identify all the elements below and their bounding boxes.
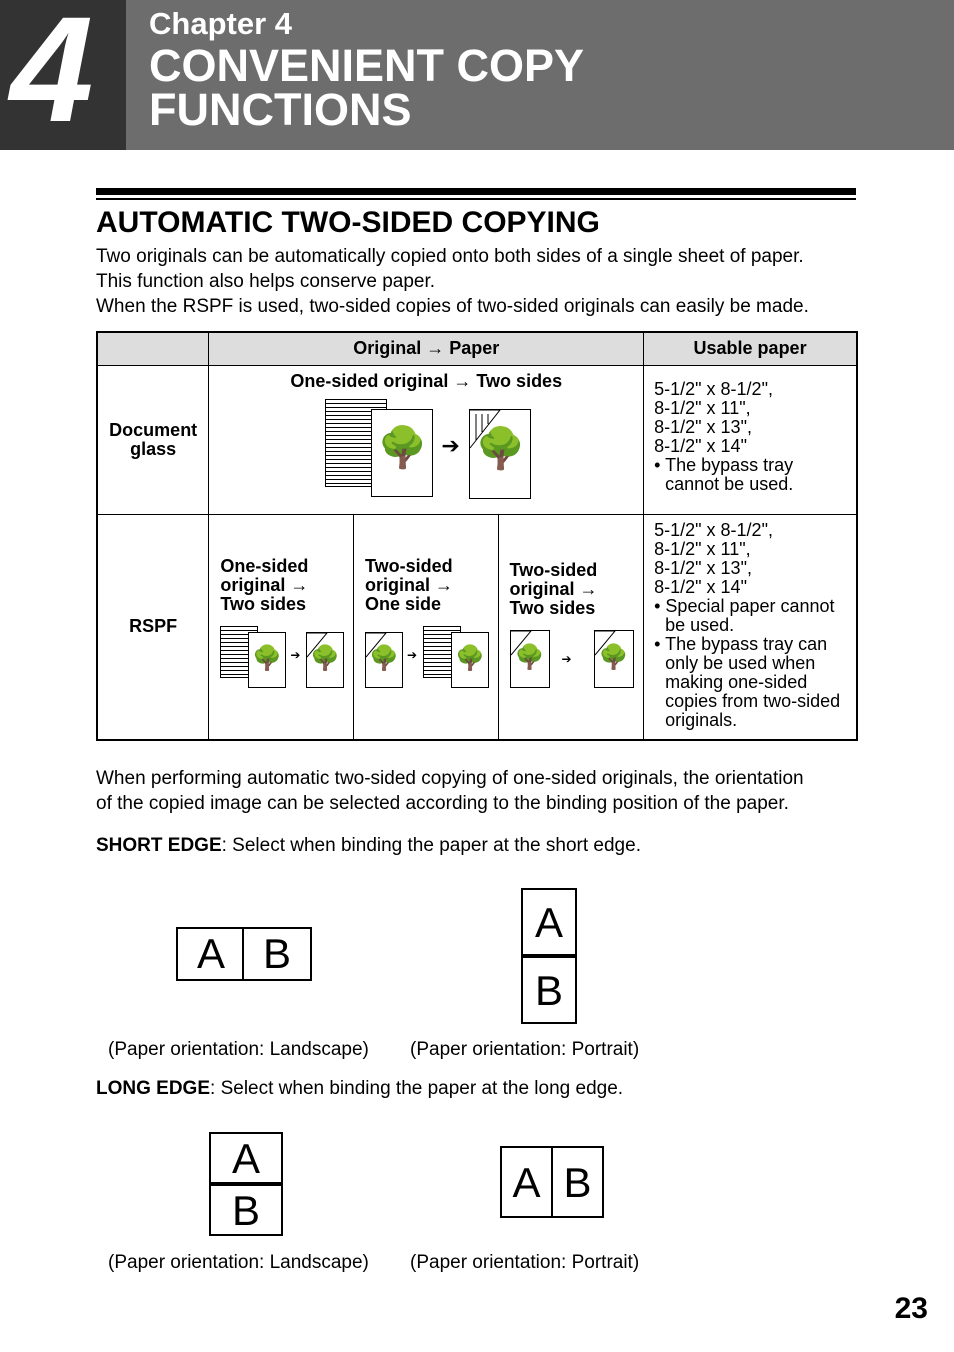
- duplex-page-icon: [365, 632, 403, 688]
- rspf-paper-cell: [644, 514, 857, 740]
- long-portrait-page-b: B: [551, 1146, 604, 1218]
- doc-glass-label-2: glass: [130, 438, 177, 459]
- chapter-header: [0, 0, 954, 153]
- tree-icon: 🌳: [369, 645, 399, 673]
- tree-page-icon: [451, 632, 489, 688]
- tree-icon: 🌳: [514, 643, 545, 671]
- rspf-mode-3-illustration: [510, 618, 644, 698]
- duplex-page-icon: [594, 630, 634, 688]
- short-landscape-page-b: B: [242, 927, 312, 981]
- page-number: 23: [894, 1292, 928, 1325]
- tree-page-icon: [371, 409, 433, 497]
- doc-glass-illustration: [209, 391, 643, 509]
- long-portrait-page-a: A: [500, 1146, 553, 1218]
- duplex-page-icon: [469, 409, 531, 499]
- short-edge-desc: : Select when binding the paper at the short edge.: [221, 835, 641, 856]
- row-label-document-glass: [97, 365, 209, 514]
- intro-line3: When the RSPF is used, two-sided copies of two-sided originals can easily be made.: [96, 296, 809, 317]
- intro-line2: This function also helps conserve paper.: [96, 271, 436, 292]
- paper-note: • The bypass tray can only be used when making one-sided copies from two-sided originals.: [654, 633, 841, 730]
- row-label-rspf: RSPF: [97, 514, 209, 740]
- orientation-line1: When performing automatic two-sided copying of one-sided originals, the orientation: [96, 768, 804, 789]
- long-edge-term: LONG EDGE: [96, 1078, 211, 1099]
- mode-line: original →: [220, 574, 309, 595]
- mode-line: original →: [364, 574, 453, 595]
- table-header-usable-paper: Usable paper: [644, 332, 857, 365]
- long-edge-label: [96, 1078, 623, 1100]
- chapter-label: Chapter 4: [149, 6, 292, 41]
- mode-line: Two-sided: [509, 559, 598, 580]
- orientation-line2: of the copied image can be selected according to the binding position of the paper.: [96, 793, 789, 814]
- short-landscape-page-a: A: [176, 927, 246, 981]
- chapter-number: 4: [10, 0, 94, 153]
- table-header-row: [97, 332, 857, 365]
- paper-note: • The bypass tray cannot be used.: [654, 454, 794, 494]
- chapter-title: [149, 40, 849, 135]
- short-edge-label: [96, 835, 641, 857]
- doc-glass-paper-cell: [644, 365, 857, 514]
- section-title: AUTOMATIC TWO-SIDED COPYING: [96, 206, 600, 239]
- paper-size: 8-1/2" x 11",: [654, 538, 751, 559]
- table-header-original-paper: Original → Paper: [209, 332, 644, 365]
- paper-size: 5-1/2" x 8-1/2",: [654, 378, 773, 399]
- mode-line: Two sides: [220, 593, 307, 614]
- rspf-mode-2-illustration: [365, 614, 498, 694]
- mode-line: One-sided: [220, 555, 309, 576]
- duplex-page-icon: [510, 630, 550, 688]
- doc-glass-label-1: Document: [109, 419, 198, 440]
- table-header-empty: [97, 332, 209, 365]
- long-edge-desc: : Select when binding the paper at the long edge.: [210, 1078, 624, 1099]
- short-caption-landscape: (Paper orientation: Landscape): [108, 1039, 369, 1060]
- two-sided-spec-table: [96, 331, 858, 741]
- short-portrait-page-b: B: [521, 956, 577, 1024]
- section-rule-thin: [96, 198, 856, 200]
- tree-icon: 🌳: [475, 426, 526, 471]
- arrow-right-icon: ➔: [290, 647, 301, 662]
- table-row-rspf: [97, 514, 857, 740]
- mode-line: original →: [509, 578, 598, 599]
- doc-glass-mode-cell: [209, 365, 644, 514]
- short-caption-portrait: (Paper orientation: Portrait): [410, 1039, 640, 1060]
- short-portrait-page-a: A: [521, 888, 577, 956]
- tree-icon: 🌳: [252, 645, 283, 673]
- tree-page-icon: [248, 632, 286, 688]
- rspf-mode-3: [498, 514, 644, 740]
- short-edge-term: SHORT EDGE: [96, 835, 222, 856]
- paper-size: 8-1/2" x 11",: [654, 397, 751, 418]
- arrow-right-icon: ➔: [561, 651, 572, 666]
- rspf-mode-2: [353, 514, 498, 740]
- duplex-page-icon: [306, 632, 344, 688]
- mode-line: Two sides: [509, 597, 596, 618]
- paper-size: 8-1/2" x 13",: [654, 416, 752, 437]
- paper-size: 8-1/2" x 14": [654, 435, 747, 456]
- tree-icon: 🌳: [377, 426, 428, 471]
- intro-line1: Two originals can be automatically copied onto both sides of a single sheet of paper.: [96, 246, 804, 267]
- paper-note: • Special paper cannot be used.: [654, 595, 835, 635]
- tree-icon: 🌳: [598, 643, 629, 671]
- arrow-right-icon: ➔: [406, 647, 418, 662]
- long-caption-portrait: (Paper orientation: Portrait): [410, 1252, 640, 1273]
- paper-size: 8-1/2" x 14": [654, 576, 747, 597]
- table-row-document-glass: [97, 365, 857, 514]
- long-caption-landscape: (Paper orientation: Landscape): [108, 1252, 369, 1273]
- rspf-mode-1: [209, 514, 354, 740]
- chapter-title-line2: FUNCTIONS: [149, 84, 412, 135]
- long-landscape-page-b: B: [209, 1184, 283, 1236]
- section-rule-thick: [96, 188, 856, 195]
- mode-line: One side: [364, 593, 441, 614]
- paper-size: 5-1/2" x 8-1/2",: [654, 519, 773, 540]
- arrow-right-icon: ➔: [441, 432, 460, 458]
- chapter-number-box: [0, 0, 126, 153]
- chapter-title-line1: CONVENIENT COPY: [149, 40, 585, 91]
- tree-icon: 🌳: [310, 645, 341, 673]
- paper-size: 8-1/2" x 13",: [654, 557, 752, 578]
- long-landscape-page-a: A: [209, 1132, 283, 1184]
- mode-line: Two-sided: [364, 555, 453, 576]
- doc-glass-mode-title: One-sided original → Two sides: [290, 370, 563, 391]
- rspf-mode-1-illustration: [220, 614, 353, 694]
- tree-icon: 🌳: [455, 645, 485, 673]
